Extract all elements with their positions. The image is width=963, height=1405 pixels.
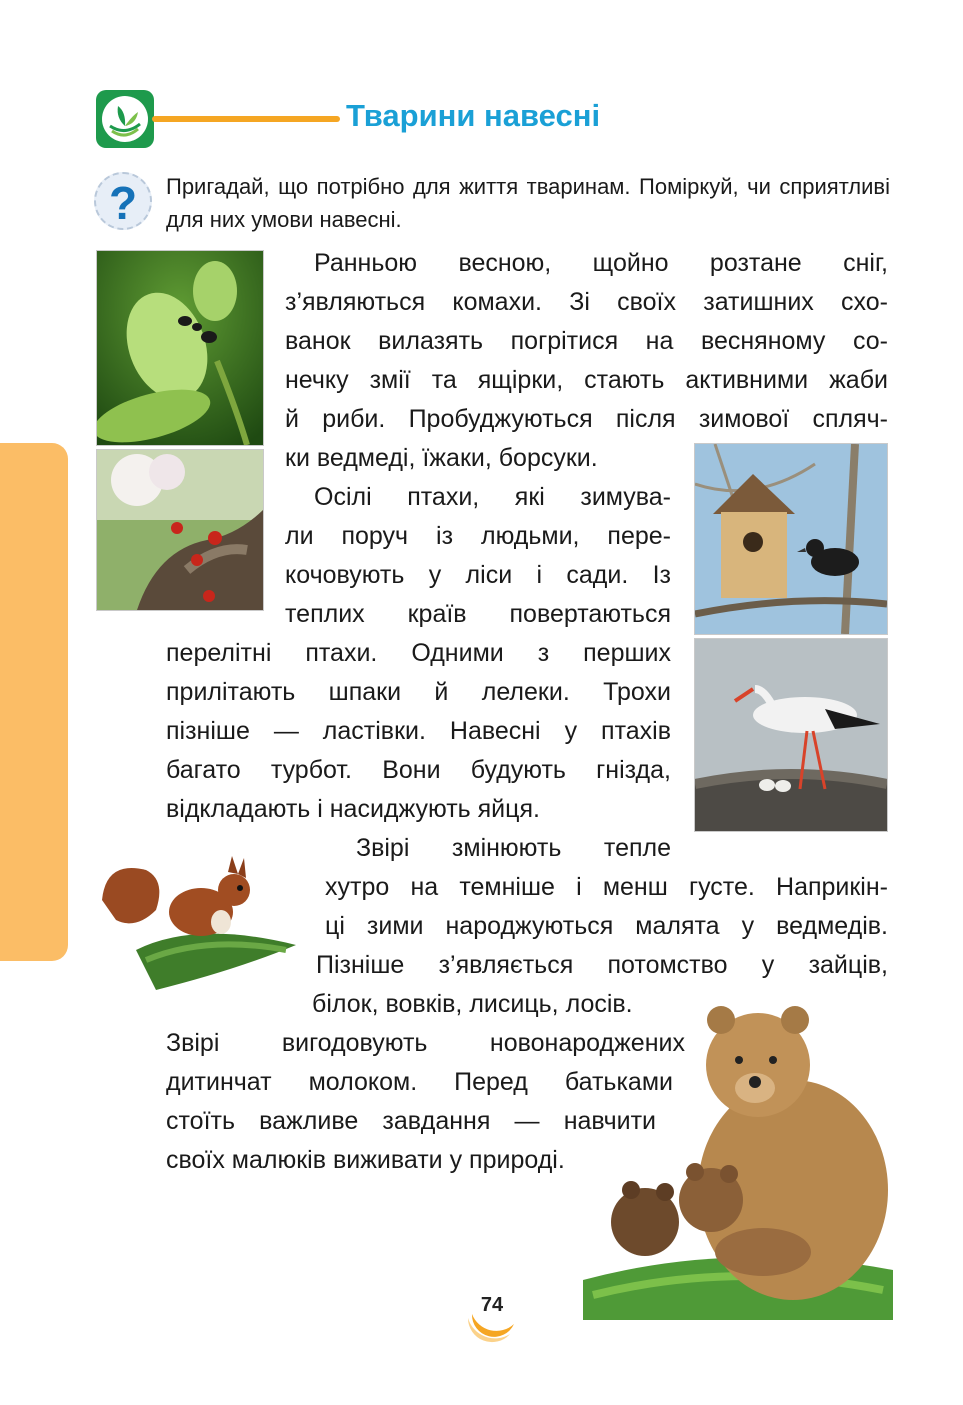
side-tab [0, 443, 68, 961]
text-line: стоїть важливе завдання — навчити [166, 1107, 656, 1135]
question-icon [94, 172, 152, 230]
question-mark: ? [108, 177, 138, 229]
text-line: відкладають і насиджують яйця. [166, 795, 540, 823]
nature-logo-icon [96, 90, 154, 148]
text-line: теплих країв повертаються [285, 600, 671, 628]
text-line: Осілі птахи, які зимува- [314, 483, 671, 511]
text-line: Звірі змінюють тепле [356, 834, 671, 862]
page-number-badge [462, 1284, 522, 1344]
text-line: прилітають шпаки й лелеки. Трохи [166, 678, 671, 706]
text-line: хутро на темніше і менш густе. Наприкін- [325, 873, 888, 901]
text-line: білок, вовків, лисиць, лосів. [312, 990, 633, 1018]
title-underline [152, 116, 340, 122]
stork-nest-photo [694, 638, 888, 832]
text-line: ці зими народжуються малята у ведмедів. [325, 912, 888, 940]
squirrel-illustration [96, 850, 301, 995]
ant-on-leaf-photo [96, 250, 264, 446]
text-line: Ранньою весною, щойно розтане сніг, [314, 249, 888, 277]
text-line: ванок вилазять погрітися на весняному со- [285, 327, 888, 355]
page-title: Тварини навесні [346, 98, 601, 133]
text-line: дитинчат молоком. Перед батьками [166, 1068, 673, 1096]
text-line: своїх малюків виживати у природі. [166, 1146, 565, 1174]
text-line: нечку змії та ящірки, стають активними жаби [285, 366, 888, 394]
text-line: перелітні птахи. Одними з перших [166, 639, 671, 667]
text-line: пізніше — ластівки. Навесні у птахів [166, 717, 671, 745]
text-line: ли поруч із людьми, пере- [285, 522, 671, 550]
text-line: й риби. Пробуджуються після зимової спляч- [285, 405, 888, 433]
question-text: Пригадай, що потрібно для життя тваринам. Поміркуй, чи сприятливі для них умови навесні. [166, 174, 890, 232]
ladybugs-on-branch-photo [96, 449, 264, 611]
text-line: Пізніше з’являється потомство у зайців, [316, 951, 888, 979]
text-line: ки ведмеді, їжаки, борсуки. [285, 444, 598, 472]
crow-birdhouse-photo [694, 443, 888, 635]
text-line: Звірі вигодовують новонароджених [166, 1029, 685, 1057]
text-line: з’являються комахи. Зі своїх затишних схо- [285, 288, 888, 316]
text-line: кочовують у ліси і сади. Із [285, 561, 671, 589]
text-line: багато турбот. Вони будують гнізда, [166, 756, 671, 784]
page-number: 74 [480, 1294, 504, 1316]
